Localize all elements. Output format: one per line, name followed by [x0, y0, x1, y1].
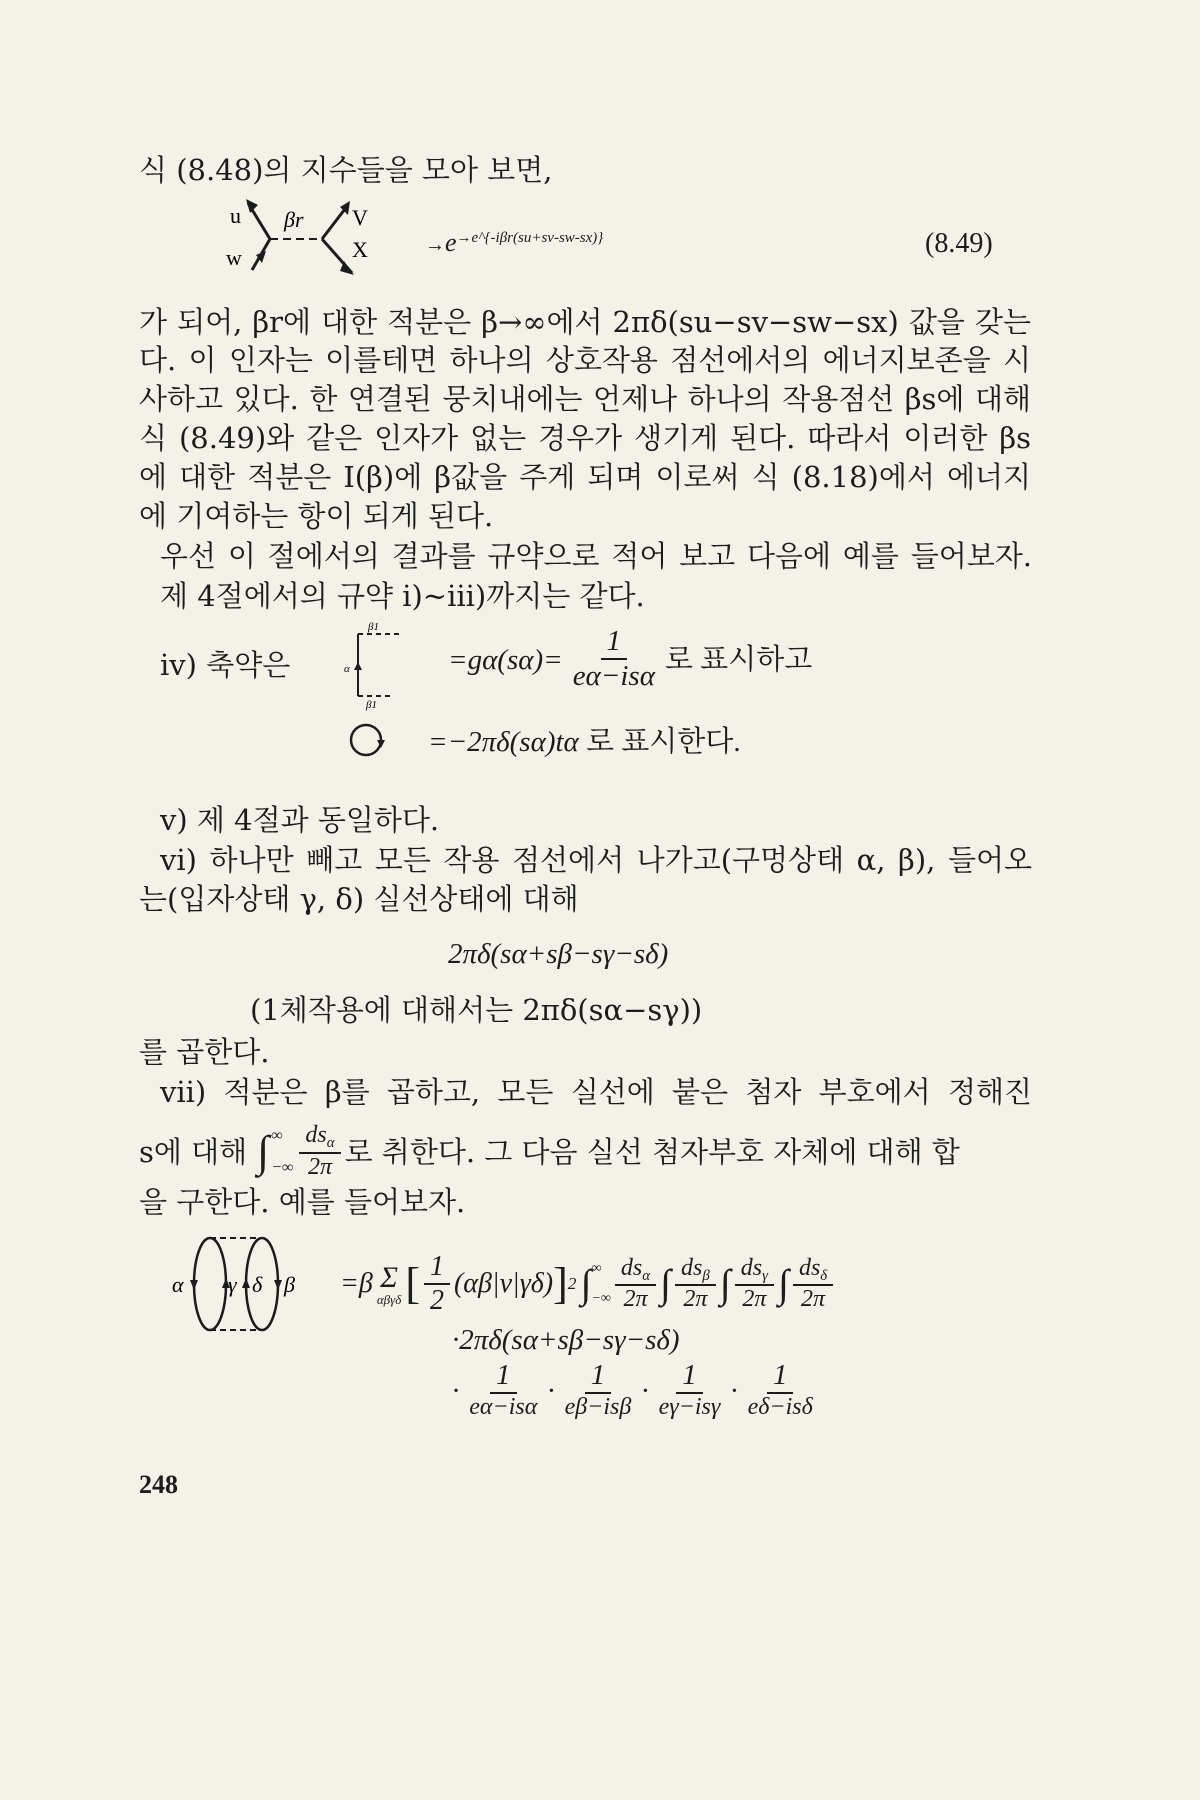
one-body-note: (1체작용에 대해서는 2πδ(sα−sγ)) [250, 993, 703, 1027]
label-w: w [226, 245, 242, 270]
example-label-beta: β [284, 1272, 295, 1297]
example-label-delta: δ [252, 1272, 263, 1297]
label-x: X [352, 237, 368, 262]
eq849-exponent: $\to e^{\to e\^{}\{-i\beta r(su+sv-sw-sx)\}}$ [425, 228, 604, 257]
label-beta-r: βr [284, 207, 304, 232]
para1-line-4: 식 (8.49)와 같은 인자가 없는 경우가 생기게 된다. 따라서 이러한 βs [139, 421, 1031, 455]
rule-iv-frac-num: 1 [601, 626, 628, 660]
rule-iv-equation [448, 625, 813, 693]
den-alpha: eα−isα [469, 1393, 538, 1420]
den-beta: eβ−isβ [564, 1393, 632, 1420]
example-label-alpha: α [172, 1272, 184, 1297]
contraction-label-side: α [344, 663, 350, 675]
rule-iv-tail: 로 표시하고 [664, 644, 813, 676]
den-delta: eδ−isδ [747, 1393, 813, 1420]
rule-vii-line-3: 을 구한다. 예를 들어보자. [139, 1185, 466, 1219]
multiply-line: 를 곱한다. [139, 1035, 270, 1069]
label-v: V [352, 205, 368, 230]
page-number: 248 [139, 1470, 178, 1499]
contraction-diagram [340, 620, 420, 710]
vertex-diagram-849 [226, 195, 410, 285]
label-u: u [230, 203, 241, 228]
rule-iv-eq-lhs: =gα(sα)= [448, 644, 563, 676]
equation-number-849: (8.49) [925, 228, 993, 259]
rule-v: v) 제 4절과 동일하다. [160, 803, 440, 837]
para1-line-3: 사하고 있다. 한 연결된 뭉치내에는 언제나 하나의 작용점선 βs에 대해 [139, 382, 1031, 416]
contraction-label-top: β1 [368, 621, 379, 633]
rule-vii-line-2: s에 대해 ∫ ∞ −∞ $\frac{ds_\alpha}{2\pi}$ 로 취한다. 그 다음 실선 첨자부호 자체에 대해 합 [139, 1122, 960, 1180]
para1-line-5: 에 대한 적분은 I(β)에 β값을 주게 되며 이로써 식 (8.18)에서 에너지 [139, 460, 1031, 494]
para2-line-2: 제 4절에서의 규약 i)~iii)까지는 같다. [160, 579, 645, 613]
loop-equation [428, 722, 741, 762]
example-line-3: · $\frac{1}{\text{eα−isα}}$ · $\frac{1}{\text{eβ−isβ}}$ · $\frac{1}{\text{eγ−isγ}}$ · $\frac{1}{\text{eδ−isδ}}$ [452, 1360, 823, 1421]
rule-vii-line-2-post: 로 취한다. 그 다음 실선 첨자부호 자체에 대해 합 [344, 1134, 960, 1169]
rule-vii-line-2-pre: s에 대해 [139, 1134, 248, 1169]
para1-line-1: 가 되어, βr에 대한 적분은 β→∞에서 2πδ(su−sv−sw−sx) 값을 갖는 [139, 305, 1031, 339]
sum-index: αβγδ [376, 1291, 402, 1307]
loop-diagram [346, 720, 388, 762]
example-line-1: =β Σ αβγδ [ $\frac{1}{2}$ (αβ|v|γδ) ] 2 ∫ ∞ −∞ $\frac{ds_\alpha}{2\pi}$ ∫ $\frac{ds_\beta}{2\pi}$ ∫ $\frac{ds_\gamma}{2\pi}$ ∫ $\frac{ds_\delta}{2\pi}$ [340, 1252, 837, 1317]
example-diagram [170, 1232, 320, 1342]
example-label-gamma: γ [228, 1272, 237, 1297]
rule-iv-label: iv) 축약은 [160, 648, 291, 682]
rule-vii-line-1: vii) 적분은 β를 곱하고, 모든 실선에 붙은 첨자 부호에서 정해진 [160, 1075, 1032, 1109]
rule-iv-frac-den: eα−isα [572, 660, 655, 693]
para2-line-1: 우선 이 절에서의 결과를 규약으로 적어 보고 다음에 예를 들어보자. [160, 539, 1032, 573]
para1-line-2: 다. 이 인자는 이를테면 하나의 상호작용 점선에서의 에너지보존을 시 [139, 343, 1031, 377]
den-gamma: eγ−isγ [658, 1393, 721, 1420]
para1-line-6: 에 기여하는 항이 되게 된다. [139, 499, 494, 533]
delta-equation: 2πδ(sα+sβ−sγ−sδ) [448, 938, 669, 970]
intro-line: 식 (8.48)의 지수들을 모아 보면, [139, 153, 553, 187]
contraction-label-bottom: β1 [366, 699, 377, 711]
loop-eq: =−2πδ(sα)tα [428, 726, 579, 758]
loop-tail: 로 표시한다. [586, 726, 741, 758]
integral-sign: ∫ [257, 1126, 270, 1176]
rule-vi-line-2: 는(입자상태 γ, δ) 실선상태에 대해 [139, 882, 579, 916]
example-line-2: ·2πδ(sα+sβ−sγ−sδ) [452, 1324, 680, 1356]
rule-vi-line-1: vi) 하나만 빼고 모든 작용 점선에서 나가고(구멍상태 α, β), 들어오 [160, 843, 1032, 877]
